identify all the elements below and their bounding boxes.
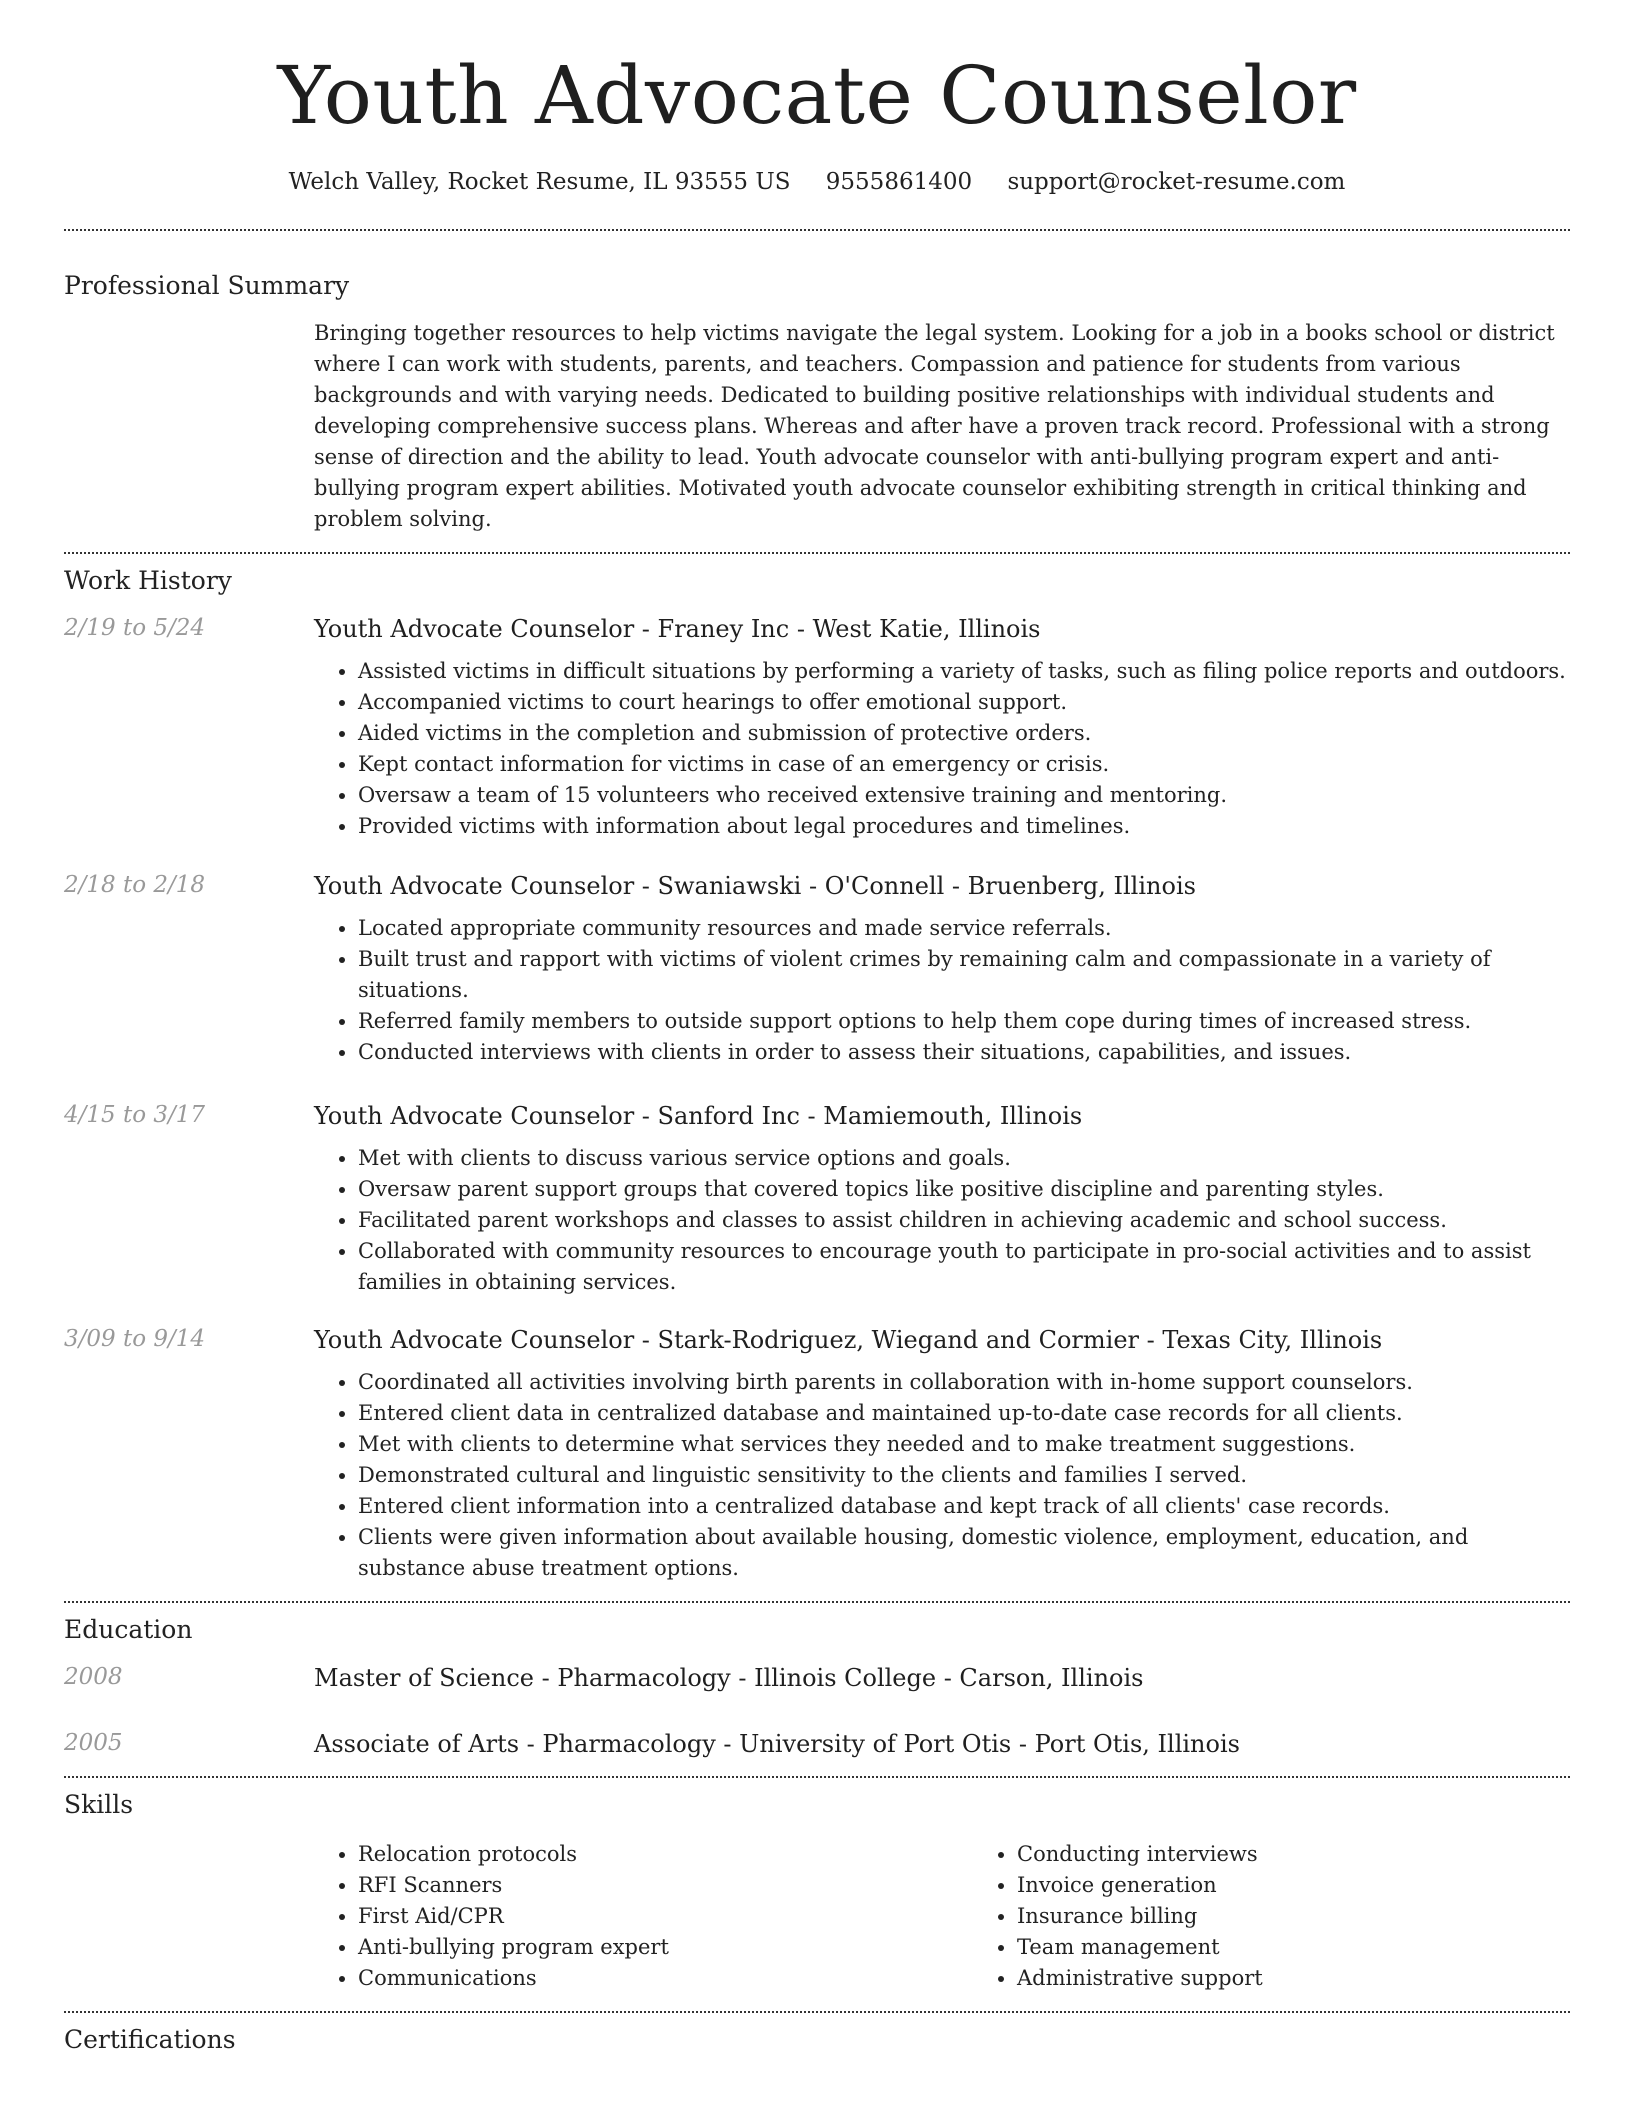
section-title-education: Education [64, 1615, 193, 1644]
list-item: • Administrative support [1017, 1963, 1632, 1994]
list-item: • Oversaw parent support groups that covered topics like positive discipline and parenting styles. [358, 1174, 1570, 1205]
list-item: • Conducted interviews with clients in order to assess their situations, capabilities, and issues. [358, 1037, 1570, 1068]
list-item: • Met with clients to discuss various service options and goals. [358, 1143, 1570, 1174]
job-dates: 2/19 to 5/24 [64, 615, 206, 641]
job-heading: Youth Advocate Counselor - Stark-Rodriguez, Wiegand and Cormier - Texas City, Illinois [314, 1326, 1383, 1354]
section-title-skills: Skills [64, 1790, 134, 1819]
divider [64, 552, 1570, 554]
section-title-certifications: Certifications [64, 2025, 236, 2054]
contact-email: support@rocket-resume.com [1007, 169, 1346, 195]
education-year: 2008 [64, 1664, 123, 1690]
list-item: • First Aid/CPR [358, 1901, 973, 1932]
list-item: • Facilitated parent workshops and classes to assist children in achieving academic and school success. [358, 1205, 1570, 1236]
job-heading: Youth Advocate Counselor - Franey Inc - West Katie, Illinois [314, 615, 1041, 643]
divider [64, 2011, 1570, 2013]
job-dates: 3/09 to 9/14 [64, 1326, 206, 1352]
list-item: • Clients were given information about available housing, domestic violence, employment, education, and substance abuse treatment options. [358, 1522, 1570, 1584]
section-title-work: Work History [64, 566, 232, 595]
job-entry [64, 872, 1570, 1068]
divider [64, 1601, 1570, 1603]
list-item: • Insurance billing [1017, 1901, 1632, 1932]
divider [64, 1776, 1570, 1778]
resume-page [64, 0, 1570, 2054]
education-entry [64, 1664, 1570, 1692]
list-item: • Oversaw a team of 15 volunteers who received extensive training and mentoring. [358, 780, 1570, 811]
education-entry [64, 1730, 1570, 1758]
list-item: • Coordinated all activities involving birth parents in collaboration with in-home support counselors. [358, 1367, 1570, 1398]
list-item: • Invoice generation [1017, 1870, 1632, 1901]
section-title-summary: Professional Summary [64, 271, 350, 300]
summary-text: Bringing together resources to help victims navigate the legal system. Looking for a job in a books school or district where I can work with students, parents, and teachers. Compassion and patience for students from various backgrounds and with varying needs. Dedicated to building positive relationships with individual students and developing comprehensive success plans. Whereas and after have a proven track record. Professional with a strong sense of direction and the ability to lead. Youth advocate counselor with anti-bullying program expert and anti-bullying program expert abilities. Motivated youth advocate counselor exhibiting strength in critical thinking and problem solving. [314, 321, 1555, 531]
list-item: • Built trust and rapport with victims of violent crimes by remaining calm and compassionate in a variety of situations. [358, 944, 1570, 1006]
list-item: • Met with clients to determine what services they needed and to make treatment suggestions. [358, 1429, 1570, 1460]
list-item: • Assisted victims in difficult situations by performing a variety of tasks, such as filing police reports and outdoors. [358, 656, 1570, 687]
education-heading: Master of Science - Pharmacology - Illinois College - Carson, Illinois [314, 1664, 1144, 1692]
list-item: • Collaborated with community resources to encourage youth to participate in pro-social activities and to assist families in obtaining services. [358, 1236, 1570, 1298]
list-item: • Team management [1017, 1932, 1632, 1963]
list-item: • Referred family members to outside support options to help them cope during times of increased stress. [358, 1006, 1570, 1037]
divider [64, 229, 1570, 231]
list-item: • Aided victims in the completion and submission of protective orders. [358, 718, 1570, 749]
skills-list-right [973, 1839, 1632, 1994]
job-entry [64, 1326, 1570, 1584]
job-bullets [314, 1367, 1570, 1584]
candidate-name: Youth Advocate Counselor [277, 49, 1357, 142]
list-item: • Demonstrated cultural and linguistic sensitivity to the clients and families I served. [358, 1460, 1570, 1491]
skills-columns [314, 1839, 1632, 1994]
list-item: • Kept contact information for victims in case of an emergency or crisis. [358, 749, 1570, 780]
job-dates: 2/18 to 2/18 [64, 872, 206, 898]
list-item: • Relocation protocols [358, 1839, 973, 1870]
job-bullets [314, 913, 1570, 1068]
list-item: • RFI Scanners [358, 1870, 973, 1901]
job-heading: Youth Advocate Counselor - Swaniawski - O'Connell - Bruenberg, Illinois [314, 872, 1196, 900]
list-item: • Located appropriate community resources and made service referrals. [358, 913, 1570, 944]
job-heading: Youth Advocate Counselor - Sanford Inc - Mamiemouth, Illinois [314, 1102, 1083, 1130]
skills-list-left [314, 1839, 973, 1994]
job-bullets [314, 1143, 1570, 1298]
list-item: • Provided victims with information about legal procedures and timelines. [358, 811, 1570, 842]
contact-phone: 9555861400 [825, 169, 973, 195]
list-item: • Communications [358, 1963, 973, 1994]
contact-address: Welch Valley, Rocket Resume, IL 93555 US [288, 169, 791, 195]
list-item: • Entered client information into a centralized database and kept track of all clients' case records. [358, 1491, 1570, 1522]
summary-row [64, 318, 1570, 535]
list-item: • Anti-bullying program expert [358, 1932, 973, 1963]
education-year: 2005 [64, 1730, 123, 1756]
skills-row [64, 1839, 1570, 1994]
job-entry [64, 1102, 1570, 1298]
list-item: • Conducting interviews [1017, 1839, 1632, 1870]
job-entry [64, 615, 1570, 842]
contact-line [64, 169, 1570, 195]
job-dates: 4/15 to 3/17 [64, 1102, 206, 1128]
education-heading: Associate of Arts - Pharmacology - University of Port Otis - Port Otis, Illinois [314, 1730, 1240, 1758]
list-item: • Entered client data in centralized database and maintained up-to-date case records for all clients. [358, 1398, 1570, 1429]
list-item: • Accompanied victims to court hearings to offer emotional support. [358, 687, 1570, 718]
job-bullets [314, 656, 1570, 842]
